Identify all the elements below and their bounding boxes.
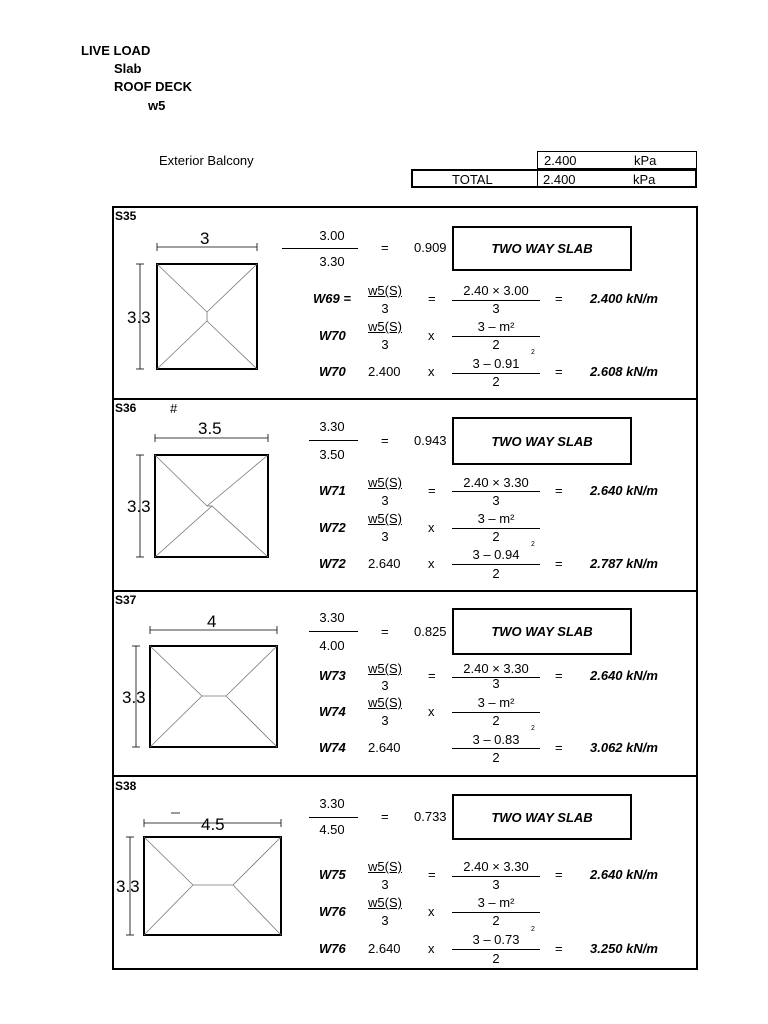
load-result: 2.640 kN/m	[590, 867, 658, 882]
load-description: Exterior Balcony	[159, 153, 254, 168]
formula-numerator: w5(S)	[368, 695, 402, 710]
formula-denominator: 3	[381, 877, 389, 892]
formula-numerator: w5(S)	[368, 475, 402, 490]
exponent: 2	[531, 926, 535, 933]
calc-numerator: 3 – 0.91	[472, 356, 520, 371]
total-label: TOTAL	[452, 172, 493, 187]
section-id: S37	[115, 593, 137, 607]
load-value: 2.640	[368, 941, 401, 956]
ratio-equals: =	[381, 433, 389, 448]
formula-numerator: w5(S)	[368, 319, 402, 334]
calc-numerator: 2.40 × 3.30	[463, 661, 529, 676]
calc-numerator: 3 – m²	[477, 319, 515, 334]
calc-numerator: 3 – m²	[477, 695, 515, 710]
equals: =	[555, 867, 563, 882]
times-sign: x	[428, 704, 435, 719]
load-label: W76	[319, 904, 346, 919]
load-label: W73	[319, 668, 346, 683]
formula-numerator: w5(S)	[368, 283, 402, 298]
header-slab: Slab	[114, 61, 142, 76]
times-sign: x	[428, 520, 435, 535]
calc-denominator: 2	[492, 529, 500, 544]
equals: =	[555, 364, 563, 379]
calc-denominator: 2	[492, 713, 500, 728]
long-dimension: 3.5	[198, 419, 222, 438]
equals: =	[555, 556, 563, 571]
short-dimension: 3.3	[127, 308, 151, 327]
calc-numerator: 3 – m²	[477, 895, 515, 910]
calc-denominator: 2	[492, 374, 500, 389]
times-sign: x	[428, 941, 435, 956]
formula-numerator: w5(S)	[368, 511, 402, 526]
formula-numerator: w5(S)	[368, 859, 402, 874]
formula-numerator: w5(S)	[368, 895, 402, 910]
load-label: W70	[319, 328, 346, 343]
ratio-value: 0.733	[414, 809, 447, 824]
times-sign: x	[428, 328, 435, 343]
load-result: 2.608 kN/m	[590, 364, 658, 379]
slab-type-box: TWO WAY SLAB	[452, 226, 632, 271]
exponent: 2	[531, 349, 535, 356]
times-sign: x	[428, 364, 435, 379]
header-roof-deck: ROOF DECK	[114, 79, 192, 94]
load-result: 2.787 kN/m	[590, 556, 658, 571]
formula-denominator: 3	[381, 529, 389, 544]
calc-denominator: 3	[492, 877, 500, 892]
ratio-denominator: 3.30	[319, 254, 345, 269]
load-result: 2.640 kN/m	[590, 668, 658, 683]
load-label: W75	[319, 867, 346, 882]
calc-numerator: 3 – 0.73	[472, 932, 520, 947]
equals: =	[555, 291, 563, 306]
formula-denominator: 3	[381, 337, 389, 352]
calc-denominator: 3	[492, 493, 500, 508]
short-dimension: 3.3	[122, 688, 146, 707]
calc-numerator: 3 – 0.94	[472, 547, 520, 562]
equals: =	[428, 867, 436, 882]
load-value: 2.400	[368, 364, 401, 379]
formula-denominator: 3	[381, 678, 389, 693]
formula-numerator: w5(S)	[368, 661, 402, 676]
slab-type-box: TWO WAY SLAB	[452, 417, 632, 465]
section-mark: #	[170, 401, 178, 416]
load-label: W72	[319, 556, 346, 571]
ratio-equals: =	[381, 809, 389, 824]
load-label: W71	[319, 483, 346, 498]
calc-denominator: 2	[492, 337, 500, 352]
calc-numerator: 3 – 0.83	[472, 732, 520, 747]
times-sign: x	[428, 556, 435, 571]
section-id: S36	[115, 401, 137, 415]
load-label: W76	[319, 941, 346, 956]
load-result: 3.250 kN/m	[590, 941, 658, 956]
load-label: W70	[319, 364, 346, 379]
load-label: W74	[319, 704, 346, 719]
equals: =	[555, 668, 563, 683]
calc-denominator: 2	[492, 566, 500, 581]
load-label: W72	[319, 520, 346, 535]
formula-denominator: 3	[381, 713, 389, 728]
equals: =	[555, 740, 563, 755]
ratio-value: 0.909	[414, 240, 447, 255]
calc-denominator: 2	[492, 913, 500, 928]
formula-denominator: 3	[381, 301, 389, 316]
calc-denominator: 2	[492, 750, 500, 765]
calc-numerator: 2.40 × 3.30	[463, 859, 529, 874]
ratio-numerator: 3.00	[319, 228, 345, 243]
ratio-equals: =	[381, 240, 389, 255]
long-dimension: 3	[200, 229, 210, 248]
long-dimension: 4.5	[201, 815, 225, 834]
ratio-denominator: 4.00	[319, 638, 345, 653]
ratio-value: 0.943	[414, 433, 447, 448]
load-result: 2.400 kN/m	[590, 291, 658, 306]
load-result: 2.640 kN/m	[590, 483, 658, 498]
total-value: 2.400	[543, 172, 576, 187]
total-unit: kPa	[633, 172, 656, 187]
exponent: 2	[531, 541, 535, 548]
section-id: S38	[115, 779, 137, 793]
ratio-value: 0.825	[414, 624, 447, 639]
ratio-denominator: 4.50	[319, 822, 345, 837]
load-row-1-value: 2.400	[544, 153, 577, 168]
load-value: 2.640	[368, 556, 401, 571]
calc-denominator: 2	[492, 951, 500, 966]
ratio-denominator: 3.50	[319, 447, 345, 462]
header-live-load: LIVE LOAD	[81, 43, 151, 58]
equals: =	[428, 483, 436, 498]
calc-numerator: 2.40 × 3.00	[463, 283, 529, 298]
load-label: W69 =	[313, 291, 351, 306]
times-sign: x	[428, 904, 435, 919]
slab-type-box: TWO WAY SLAB	[452, 608, 632, 655]
calc-numerator: 2.40 × 3.30	[463, 475, 529, 490]
load-row-1-unit: kPa	[634, 153, 657, 168]
ratio-numerator: 3.30	[319, 419, 345, 434]
equals: =	[555, 483, 563, 498]
equals: =	[428, 668, 436, 683]
header-w5: w5	[148, 98, 166, 113]
equals: =	[428, 291, 436, 306]
formula-denominator: 3	[381, 913, 389, 928]
equals: =	[555, 941, 563, 956]
section-id: S35	[115, 209, 137, 223]
load-label: W74	[319, 740, 346, 755]
load-result: 3.062 kN/m	[590, 740, 658, 755]
calc-numerator: 3 – m²	[477, 511, 515, 526]
formula-denominator: 3	[381, 493, 389, 508]
short-dimension: 3.3	[127, 497, 151, 516]
calc-denominator: 3	[492, 301, 500, 316]
exponent: 2	[531, 725, 535, 732]
load-value: 2.640	[368, 740, 401, 755]
ratio-numerator: 3.30	[319, 610, 345, 625]
long-dimension: 4	[207, 612, 217, 631]
ratio-numerator: 3.30	[319, 796, 345, 811]
ratio-equals: =	[381, 624, 389, 639]
calc-denominator: 3	[492, 676, 500, 691]
short-dimension: 3.3	[116, 877, 140, 896]
slab-type-box: TWO WAY SLAB	[452, 794, 632, 840]
